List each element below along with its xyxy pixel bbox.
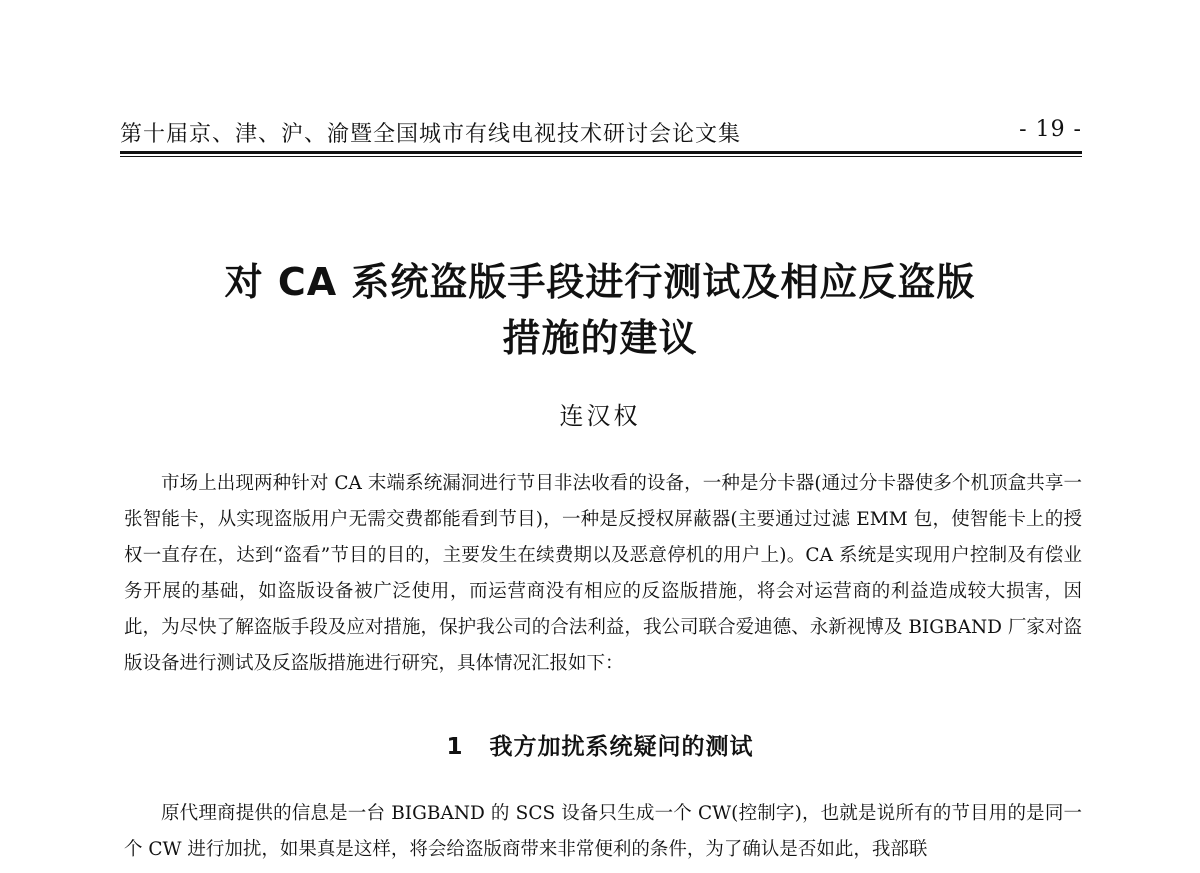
article-title-line-2: 措施的建议 [502,316,698,360]
proceedings-title: 第十届京、津、沪、渝暨全国城市有线电视技术研讨会论文集 [120,122,742,147]
page-number: - 19 - [1019,117,1082,142]
article-title-line-1: 对 CA 系统盗版手段进行测试及相应反盗版 [224,260,976,304]
author-name: 连汉权 [559,402,641,430]
section-title: 我方加扰系统疑问的测试 [489,734,754,760]
section-number: 1 [446,734,464,760]
section-paragraph: 原代理商提供的信息是一台 BIGBAND 的 SCS 设备只生成一个 CW(控制字)，也就是说所有的节目用的是同一个 CW 进行加扰，如果真是这样，将会给盗版商带来非常便利的条件，为了确认是否如此，我部联 [124,803,1082,860]
section-paragraph-block [124,796,1082,873]
intro-paragraph: 市场上出现两种针对 CA 末端系统漏洞进行节目非法收看的设备，一种是分卡器(通过分卡器使多个机顶盒共享一张智能卡，从实现盗版用户无需交费都能看到节目)，一种是反授权屏蔽器(主要通过过滤 EMM 包，使智能卡上的授权一直存在，达到“盗看”节目的目的，主要发生在续费期以及恶意停机的用户上)。CA 系统是实现用户控制及有偿业务开展的基础，如盗版设备被广泛使用，而运营商没有相应的反盗版措施，将会对运营商的利益造成较大损害，因此，为尽快了解盗版手段及应对措施，保护我公司的合法利益，我公司联合爱迪德、永新视博及 BIGBAND 厂家对盗版设备进行测试及反盗版措施进行研究，具体情况汇报如下： [124,473,1082,674]
intro-paragraph-block [124,466,1082,682]
header-rule [120,156,1082,157]
running-header [120,115,1082,154]
section-heading [0,728,1200,761]
